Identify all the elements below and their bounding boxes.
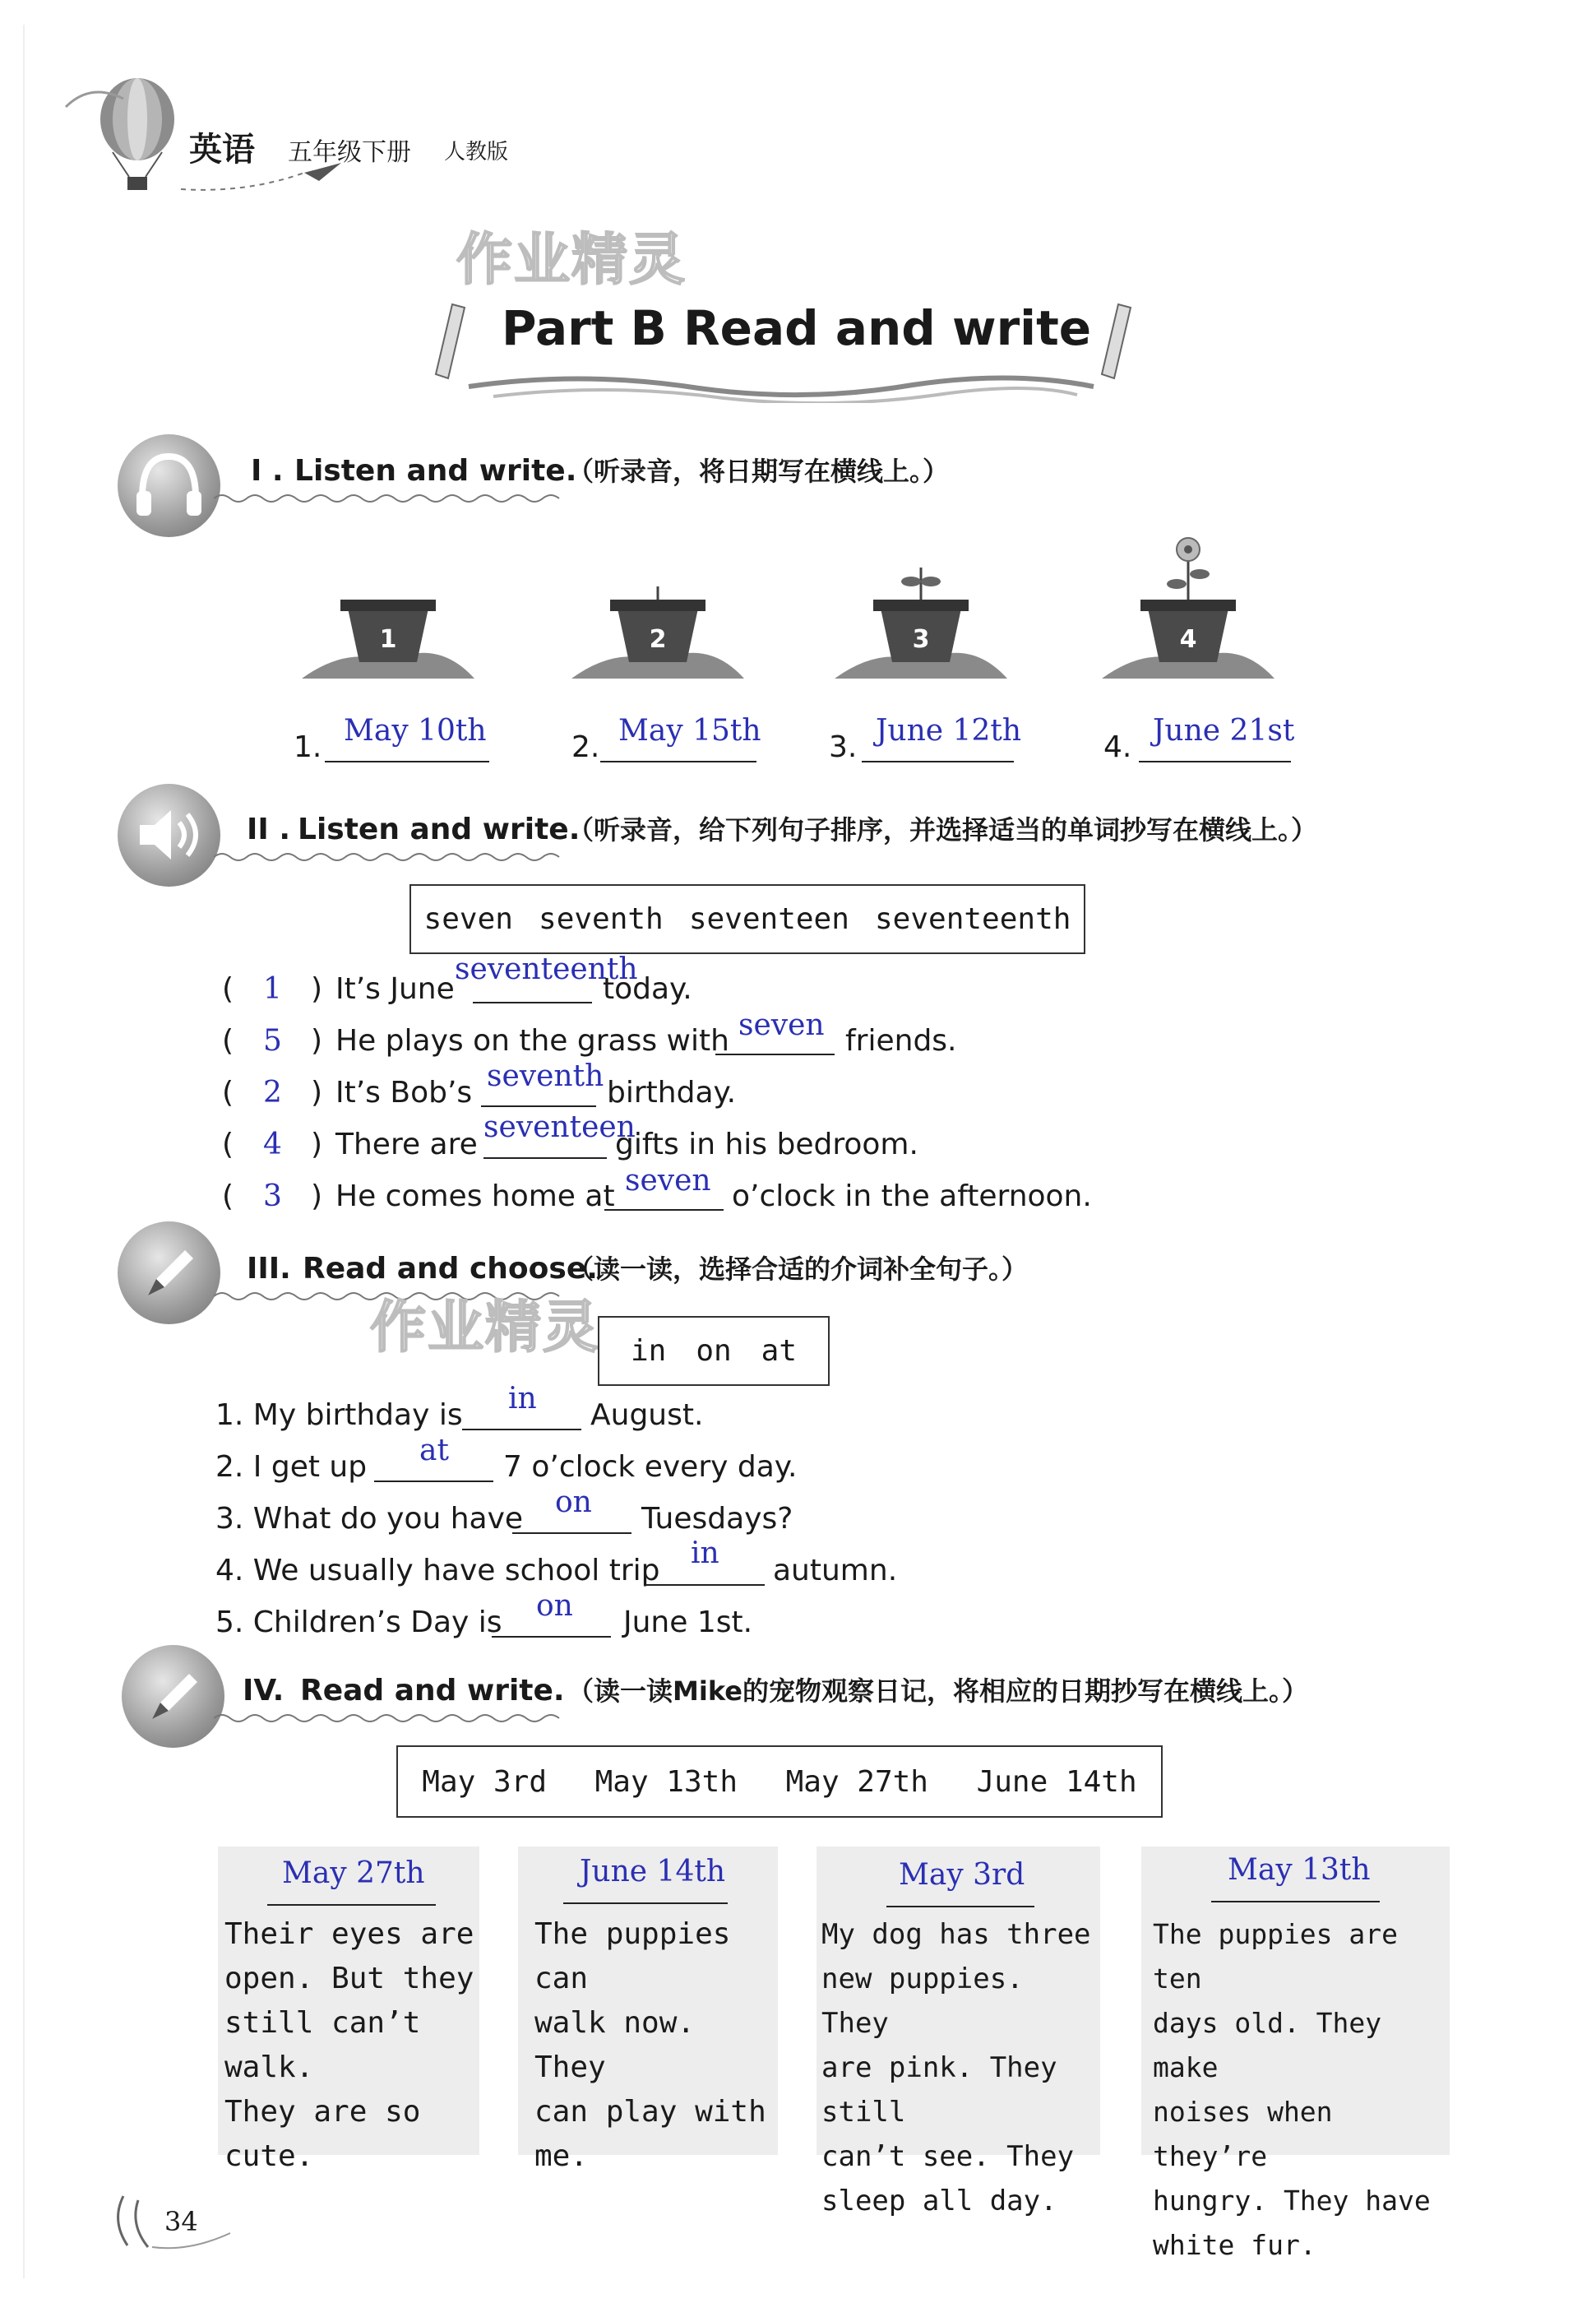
choice-4-before: 4. We usually have school trip [215, 1554, 660, 1587]
choice-5-line [492, 1636, 611, 1638]
diary-card-3-answer: May 3rd [899, 1858, 1025, 1892]
section-2-underline [214, 850, 567, 864]
sentence-5-after: o’clock in the afternoon. [732, 1179, 1092, 1213]
pot-2-answer-line [600, 761, 756, 762]
pot-1-answer: May 10th [344, 714, 487, 748]
pencil-glyph [136, 1238, 206, 1308]
choice-2-after: 7 o’clock every day. [503, 1450, 798, 1484]
sentence-2-after: friends. [845, 1024, 957, 1058]
diary-card-3-line [886, 1906, 1034, 1907]
diary-card-4 [1141, 1847, 1450, 2261]
diary-card-1-text [224, 1912, 479, 2179]
choice-1-before: 1. My birthday is [215, 1398, 463, 1432]
diary-line: My dog has three [821, 1918, 1091, 1951]
sentence-1-before: It’s June [335, 972, 455, 1006]
choice-1-answer: in [508, 1382, 537, 1416]
diary-card-3-text [821, 1912, 1100, 2223]
flowerpot-2-image [567, 572, 748, 703]
preposition-option: at [761, 1334, 797, 1368]
section-2-number: II . [247, 813, 290, 846]
sentence-4-after: gifts in his bedroom. [615, 1128, 918, 1161]
order-paren-close: ) [311, 1076, 323, 1110]
page-title: Part B Read and write [502, 300, 1092, 356]
pot-3-answer-line [862, 761, 1014, 762]
section-3-title: Read and choose. [303, 1252, 598, 1286]
choice-3-answer: on [555, 1485, 592, 1519]
choice-2-line [374, 1480, 493, 1482]
choice-5-before: 5. Children’s Day is [215, 1606, 502, 1639]
section-3-note: （读一读，选择合适的介词补全句子。） [567, 1253, 1029, 1285]
preposition-option: in [630, 1334, 667, 1368]
date-option: May 3rd [422, 1764, 548, 1799]
diary-line: days old. They make [1153, 2007, 1382, 2083]
page-left-edge [23, 25, 25, 2278]
svg-text:3: 3 [912, 625, 930, 654]
section-3-number: III. [247, 1252, 291, 1286]
sentence-3-line [481, 1105, 596, 1107]
order-paren-open: ( [222, 1179, 234, 1213]
section-1-title: Listen and write. [294, 454, 577, 488]
word-option: seventeenth [875, 902, 1071, 936]
section-1-note: （听录音，将日期写在横线上。） [567, 456, 950, 487]
diary-line: The puppies can [534, 1917, 731, 1995]
choice-3-line [512, 1532, 631, 1534]
diary-line: can play with [534, 2095, 766, 2129]
diary-card-1 [218, 1847, 479, 2173]
choice-2-answer: at [419, 1434, 449, 1467]
pot-2-number: 2. [571, 730, 600, 764]
order-paren-close: ) [311, 1128, 323, 1161]
section-2-title: Listen and write. [298, 813, 581, 846]
diary-card-1-line [267, 1904, 436, 1906]
diary-card-4-answer: May 13th [1228, 1853, 1371, 1887]
section-4-underline [214, 1712, 567, 1725]
word-option: seventh [539, 902, 664, 936]
order-paren-open: ( [222, 1076, 234, 1110]
diary-card-4-text [1153, 1912, 1450, 2268]
order-answer-2: 5 [263, 1024, 282, 1058]
order-answer-3: 2 [263, 1076, 282, 1110]
section-2-note: （听录音，给下列句子排序，并选择适当的单词抄写在横线上。） [567, 814, 1318, 846]
order-paren-open: ( [222, 1128, 234, 1161]
svg-text:2: 2 [649, 625, 667, 654]
choice-5-after: June 1st. [623, 1606, 753, 1639]
order-answer-4: 4 [263, 1128, 282, 1161]
pencil-glyph [140, 1661, 210, 1731]
diary-line: new puppies. They [821, 1962, 1024, 2040]
order-paren-close: ) [311, 1024, 323, 1058]
choice-4-line [645, 1584, 765, 1586]
sentence-5-line [604, 1209, 724, 1211]
diary-line: white fur. [1153, 2229, 1316, 2261]
order-paren-open: ( [222, 972, 234, 1006]
diary-line: noises when they’re [1153, 2096, 1333, 2172]
sentence-4-answer: seventeen [483, 1110, 636, 1144]
diary-line: walk now. They [534, 2006, 696, 2084]
choice-3-after: Tuesdays? [641, 1502, 793, 1536]
order-paren-open: ( [222, 1024, 234, 1058]
sentence-5-answer: seven [625, 1164, 711, 1198]
section-2-word-box [409, 884, 1085, 954]
date-option: June 14th [976, 1764, 1137, 1799]
choice-4-answer: in [691, 1536, 719, 1570]
diary-line: still can’t walk. [224, 2006, 421, 2084]
diary-card-4-line [1211, 1901, 1380, 1902]
diary-line: are pink. They still [821, 2051, 1057, 2129]
flowerpot-3-image [830, 555, 1011, 703]
order-answer-5: 3 [263, 1179, 282, 1213]
sentence-1-answer: seventeenth [455, 952, 638, 986]
diary-card-2-answer: June 14th [580, 1855, 726, 1888]
word-option: seventeen [688, 902, 849, 936]
diary-line: The puppies are ten [1153, 1918, 1399, 1995]
pot-3-answer: June 12th [876, 714, 1022, 748]
section-4-number: IV. [243, 1674, 285, 1708]
sentence-1-after: today. [603, 972, 692, 1006]
sentence-3-before: It’s Bob’s [335, 1076, 473, 1110]
order-paren-close: ) [311, 972, 323, 1006]
choice-1-after: August. [590, 1398, 704, 1432]
pot-4-number: 4. [1103, 730, 1132, 764]
pot-4-answer: June 21st [1153, 714, 1295, 748]
sentence-2-before: He plays on the grass with [335, 1024, 729, 1058]
choice-4-after: autumn. [773, 1554, 898, 1587]
diary-line: can’t see. They [821, 2140, 1075, 2173]
diary-card-1-answer: May 27th [282, 1856, 425, 1890]
sentence-3-answer: seventh [487, 1059, 604, 1093]
speaker-glyph [132, 802, 206, 868]
diary-card-2 [518, 1847, 778, 2173]
preposition-option: on [696, 1334, 732, 1368]
sentence-2-line [715, 1054, 835, 1055]
pot-1-number: 1. [294, 730, 322, 764]
order-answer-1: 1 [263, 972, 282, 1006]
sentence-4-line [483, 1157, 607, 1159]
choice-3-before: 3. What do you have [215, 1502, 524, 1536]
pot-3-number: 3. [829, 730, 858, 764]
pot-1-answer-line [325, 761, 489, 762]
diary-line: Their eyes are [224, 1917, 474, 1951]
section-1-number: I . [251, 454, 284, 488]
choice-2-before: 2. I get up [215, 1450, 368, 1484]
diary-line: me. [534, 2139, 589, 2173]
page-number: 34 [164, 2206, 198, 2237]
diary-line: hungry. They have [1153, 2185, 1431, 2217]
section-1-underline [214, 492, 567, 505]
pot-2-answer: May 15th [618, 714, 761, 748]
svg-text:1: 1 [379, 625, 397, 654]
sentence-5-before: He comes home at [335, 1179, 615, 1213]
headphones-glyph [130, 448, 208, 522]
pot-4-answer-line [1139, 761, 1291, 762]
section-4-title: Read and write. [300, 1674, 565, 1708]
date-option: May 27th [785, 1764, 928, 1799]
sentence-2-answer: seven [738, 1008, 825, 1042]
svg-text:4: 4 [1179, 625, 1197, 654]
date-option: May 13th [594, 1764, 738, 1799]
watermark: 作业精灵 [456, 228, 687, 293]
header-edition: 人教版 [444, 140, 509, 164]
diary-line: sleep all day. [821, 2185, 1057, 2217]
diary-line: They are so cute. [224, 2095, 421, 2173]
sentence-3-after: birthday. [607, 1076, 737, 1110]
choice-1-line [462, 1429, 581, 1430]
sentence-1-line [473, 1002, 592, 1003]
section-4-date-box [396, 1745, 1163, 1818]
header-subject: 英语 [189, 131, 255, 169]
diary-card-2-text [534, 1912, 778, 2179]
order-paren-close: ) [311, 1179, 323, 1213]
section-4-note: （读一读Mike的宠物观察日记，将相应的日期抄写在横线上。） [567, 1675, 1308, 1707]
diary-line: open. But they [224, 1962, 474, 1995]
watermark: 作业精灵 [370, 1295, 601, 1360]
diary-card-2-line [563, 1902, 728, 1904]
diary-card-3 [817, 1847, 1100, 2217]
sentence-4-before: There are [335, 1128, 478, 1161]
header-grade: 五年级下册 [288, 138, 411, 167]
choice-5-answer: on [536, 1589, 573, 1623]
word-option: seven [423, 902, 513, 936]
flowerpot-4-image [1098, 526, 1279, 703]
section-3-word-box [598, 1316, 830, 1386]
flowerpot-1-image [298, 572, 479, 703]
